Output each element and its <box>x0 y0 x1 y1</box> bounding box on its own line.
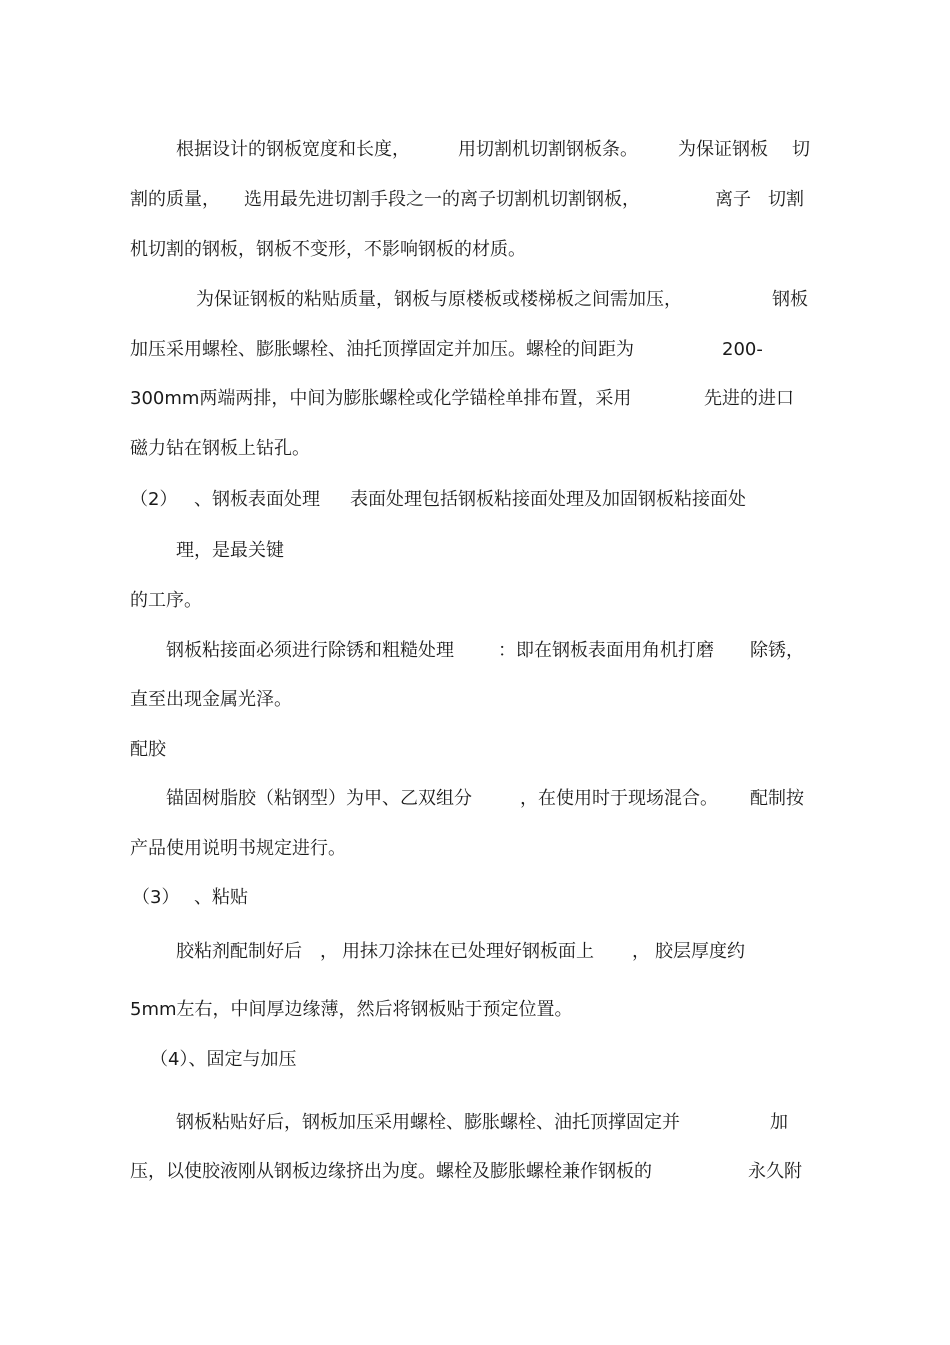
text-segment: 用抹刀涂抹在已处理好钢板面上 <box>342 941 594 962</box>
text-segment: 钢板粘贴好后，钢板加压采用螺栓、膨胀螺栓、油托顶撑固定并 <box>176 1112 680 1133</box>
text-segment: 产品使用说明书规定进行。 <box>130 838 346 859</box>
text-segment: 离子 <box>715 189 751 210</box>
text-segment: 为保证钢板的粘贴质量，钢板与原楼板或楼梯板之间需加压， <box>196 289 682 310</box>
section-heading: 、粘贴 <box>194 887 248 908</box>
text-segment: 配制按 <box>750 788 804 809</box>
text-segment: ， <box>320 941 338 962</box>
text-segment: 永久附 <box>748 1161 802 1182</box>
text-segment: 用切割机切割钢板条。 <box>458 139 638 160</box>
text-segment: 锚固树脂胶（粘钢型）为甲、乙双组分 <box>166 788 472 809</box>
text-segment: 理，是最关键 <box>176 540 284 561</box>
text-segment: 切割 <box>768 189 804 210</box>
section-heading: （4）、固定与加压 <box>150 1049 297 1070</box>
text-segment: 表面处理包括钢板粘接面处理及加固钢板粘接面处 <box>350 489 746 510</box>
text-segment: 直至出现金属光泽。 <box>130 689 292 710</box>
section-number: （2） <box>130 489 178 510</box>
text-segment: 切 <box>792 139 810 160</box>
text-segment: 割的质量， <box>130 189 220 210</box>
text-segment: 加 <box>770 1112 788 1133</box>
text-segment: 除锈， <box>750 640 804 661</box>
text-segment: 5mm左右，中间厚边缘薄，然后将钢板贴于预定位置。 <box>130 999 573 1020</box>
section-heading: 、钢板表面处理 <box>194 489 320 510</box>
text-segment: 根据设计的钢板宽度和长度， <box>176 139 410 160</box>
text-segment: 200- <box>722 339 763 360</box>
text-segment: 为保证钢板 <box>678 139 768 160</box>
text-segment: 的工序。 <box>130 590 202 611</box>
text-segment: 加压采用螺栓、膨胀螺栓、油托顶撑固定并加压。螺栓的间距为 <box>130 339 634 360</box>
text-segment: 钢板 <box>772 289 808 310</box>
text-segment: ：即在钢板表面用角机打磨 <box>498 640 714 661</box>
text-segment: 机切割的钢板，钢板不变形，不影响钢板的材质。 <box>130 239 526 260</box>
text-segment: 胶层厚度约 <box>655 941 745 962</box>
text-segment: 先进的进口 <box>704 388 794 409</box>
text-segment: 选用最先进切割手段之一的离子切割机切割钢板， <box>244 189 640 210</box>
text-segment: ， <box>632 941 650 962</box>
text-segment: 磁力钻在钢板上钻孔。 <box>130 438 310 459</box>
section-heading: 配胶 <box>130 739 166 760</box>
section-number: （3） <box>132 887 180 908</box>
text-segment: 压，以使胶液刚从钢板边缘挤出为度。螺栓及膨胀螺栓兼作钢板的 <box>130 1161 652 1182</box>
text-segment: 300mm两端两排，中间为膨胀螺栓或化学锚栓单排布置，采用 <box>130 388 632 409</box>
text-segment: 钢板粘接面必须进行除锈和粗糙处理 <box>166 640 454 661</box>
text-segment: ，在使用时于现场混合。 <box>520 788 718 809</box>
text-segment: 胶粘剂配制好后 <box>176 941 302 962</box>
